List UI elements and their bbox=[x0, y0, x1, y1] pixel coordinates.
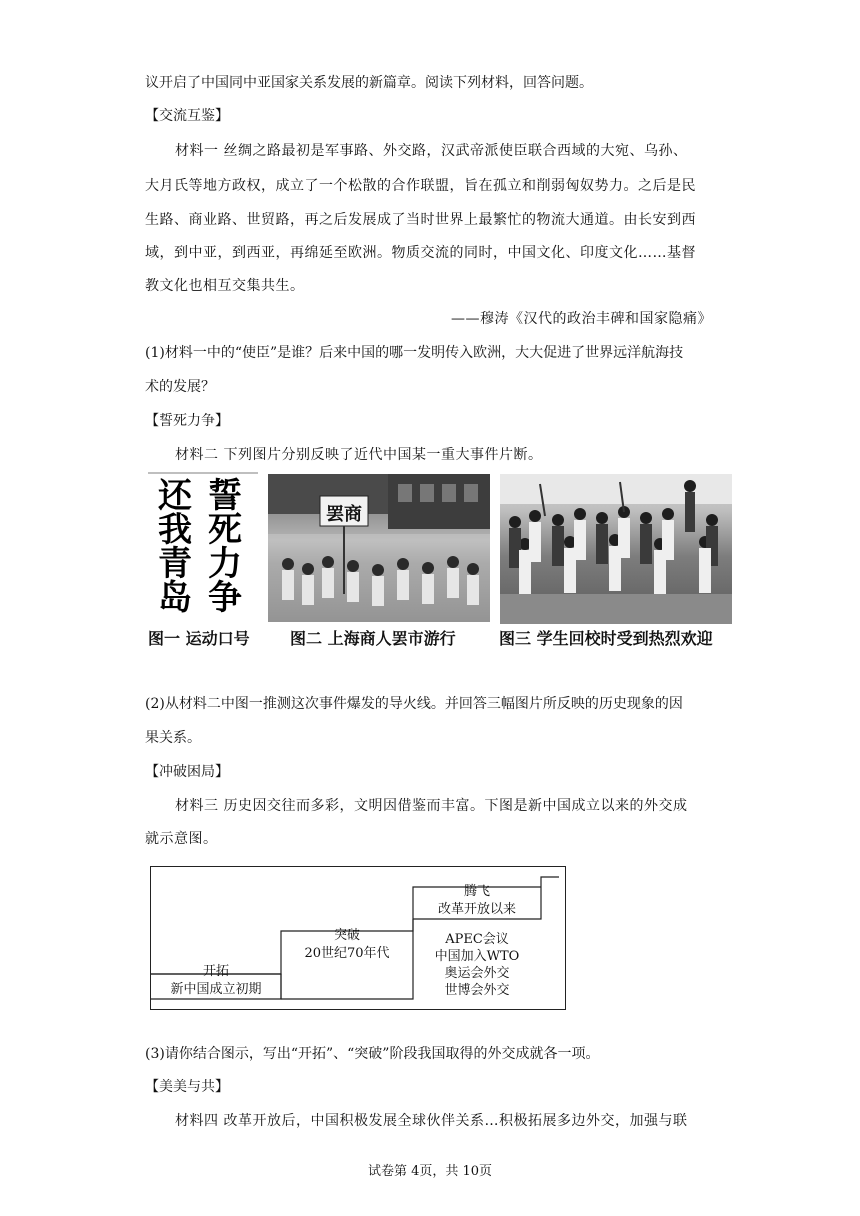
stage-breakthrough-period: 20世纪70年代 bbox=[304, 946, 390, 961]
slogan-char: 还 bbox=[158, 476, 192, 516]
students-welcome-photo-art bbox=[500, 474, 732, 624]
slogan-char: 力 bbox=[208, 544, 242, 584]
slogan-char: 誓 bbox=[208, 476, 242, 516]
figure-1-caption: 图一 运动口号 bbox=[148, 629, 250, 648]
material-one-line-2: 大月氏等地方政权，成立了一个松散的合作联盟，旨在孤立和削弱匈奴势力。之后是民 bbox=[145, 178, 696, 194]
material-four-line-1: 材料四 改革开放后，中国积极发展全球伙伴关系…积极拓展多边外交，加强与联 bbox=[175, 1113, 688, 1129]
strike-sign-text: 罢商 bbox=[326, 504, 362, 525]
material-two: 材料二 下列图片分别反映了近代中国某一重大事件片断。 bbox=[175, 447, 543, 463]
students-welcome-photo bbox=[500, 474, 732, 624]
stage-takeoff-title: 腾飞 bbox=[463, 884, 490, 899]
material-one-line-3: 生路、商业路、世贸路，再之后发展成了当时世界上最繁忙的物流大通道。由长安到西 bbox=[145, 212, 696, 228]
section-title-fight: 【誓死力争】 bbox=[145, 413, 229, 429]
takeoff-item: 世博会外交 bbox=[444, 983, 510, 998]
question-3: (3)请你结合图示，写出“开拓”、“突破”阶段我国取得的外交成就各一项。 bbox=[145, 1046, 600, 1062]
question-2-line-2: 果关系。 bbox=[145, 730, 201, 746]
stage-takeoff-period: 改革开放以来 bbox=[437, 902, 516, 917]
material-three-line-2: 就示意图。 bbox=[145, 831, 218, 847]
question-1-line-1: (1)材料一中的“使臣”是谁？后来中国的哪一发明传入欧洲，大大促进了世界远洋航海技 bbox=[145, 345, 684, 361]
takeoff-item: APEC会议 bbox=[445, 932, 509, 947]
merchant-strike-photo bbox=[268, 474, 490, 622]
question-1-line-2: 术的发展？ bbox=[145, 379, 215, 395]
takeoff-item: 中国加入WTO bbox=[434, 949, 520, 964]
intro-tail: 议开启了中国同中亚国家关系发展的新篇章。阅读下列材料，回答问题。 bbox=[145, 75, 593, 91]
slogan-char: 青 bbox=[158, 544, 192, 584]
slogan-char: 岛 bbox=[158, 578, 192, 618]
material-one-line-4: 域，到中亚，到西亚，再绵延至欧洲。物质交流的同时，中国文化、印度文化……基督 bbox=[145, 245, 696, 261]
material-one-line-1: 材料一 丝绸之路最初是军事路、外交路，汉武帝派使臣联合西域的大宛、乌孙、 bbox=[175, 143, 688, 159]
slogan-char: 我 bbox=[158, 510, 192, 550]
material-three-line-1: 材料三 历史因交往而多彩，文明因借鉴而丰富。下图是新中国成立以来的外交成 bbox=[175, 798, 688, 814]
slogan-char: 争 bbox=[208, 578, 242, 618]
takeoff-item: 奥运会外交 bbox=[444, 966, 510, 981]
material-one-source: ——穆涛《汉代的政治丰碑和国家隐痛》 bbox=[451, 311, 712, 327]
page-footer: 试卷第 4页，共 10页 bbox=[367, 1164, 493, 1179]
slogan-char: 死 bbox=[208, 510, 242, 550]
diplomacy-staircase-diagram bbox=[150, 866, 566, 1010]
merchant-strike-photo-art bbox=[268, 474, 490, 622]
section-title-harmony: 【美美与共】 bbox=[145, 1079, 229, 1095]
stage-breakthrough-title: 突破 bbox=[333, 928, 360, 943]
figure-3-caption: 图三 学生回校时受到热烈欢迎 bbox=[499, 629, 713, 648]
figure-2-caption: 图二 上海商人罢市游行 bbox=[290, 629, 456, 648]
material-one-line-5: 教文化也相互交集共生。 bbox=[145, 278, 305, 294]
stage-pioneer-title: 开拓 bbox=[202, 964, 229, 979]
question-2-line-1: (2)从材料二中图一推测这次事件爆发的导火线。并回答三幅图片所反映的历史现象的因 bbox=[145, 696, 683, 712]
slogan-figure bbox=[148, 472, 258, 620]
section-title-exchange: 【交流互鉴】 bbox=[145, 108, 229, 124]
stage-pioneer-period: 新中国成立初期 bbox=[170, 982, 262, 997]
section-title-breakthrough: 【冲破困局】 bbox=[145, 764, 229, 780]
